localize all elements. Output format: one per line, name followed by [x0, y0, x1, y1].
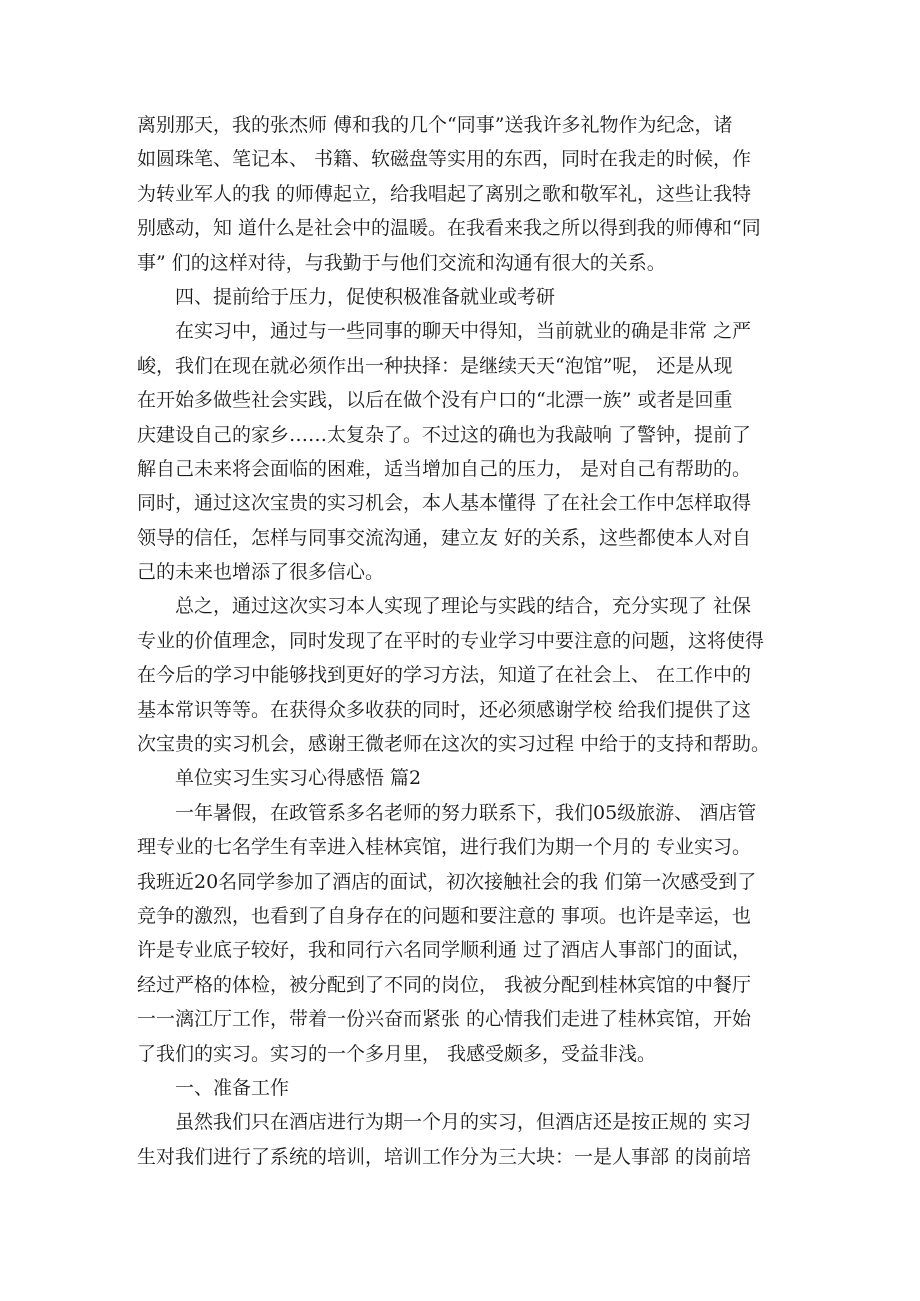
text-line: 事” 们的这样对待，与我勤于与他们交流和沟通有很大的关系。: [137, 251, 666, 274]
text-line: 许是专业底子较好，我和同行六名同学顺利通 过了酒店人事部门的面试，: [137, 939, 752, 962]
text-line: 一年暑假，在政管系多名老师的努力联系下，我们05级旅游、 酒店管: [175, 801, 757, 824]
text-line: 竞争的激烈，也看到了自身存在的问题和要注意的 事项。也许是幸运，也: [137, 904, 752, 927]
text-line: 同时，通过这次宝贵的实习机会，本人基本懂得 了在社会工作中怎样取得: [137, 492, 752, 515]
text-line: 了我们的实习。实习的一个多月里， 我感受颇多，受益非浅。: [137, 1042, 657, 1065]
text-line: 专业的价值理念，同时发现了在平时的专业学习中要注意的问题，这将使得: [137, 629, 765, 652]
text-line: 四、提前给于压力，促使积极准备就业或考研: [175, 285, 556, 308]
text-line: 基本常识等等。在获得众多收获的同时，还必须感谢学校 给我们提供了这: [137, 698, 752, 721]
text-line: 总之，通过这次实习本人实现了理论与实践的结合，充分实现了 社保: [175, 595, 752, 618]
text-line: 一一漓江厅工作，带着一份兴奋而紧张 的心情我们走进了桂林宾馆，开始: [137, 1008, 752, 1031]
text-line: 领导的信任，怎样与同事交流沟通，建立友 好的关系，这些都使本人对自: [137, 526, 752, 549]
text-line: 理专业的七名学生有幸进入桂林宾馆，进行我们为期一个月的 专业实习。: [137, 836, 752, 859]
text-line: 生对我们进行了系统的培训，培训工作分为三大块：一是人事部 的岗前培: [137, 1145, 752, 1168]
text-line: 在今后的学习中能够找到更好的学习方法，知道了在社会上、 在工作中的: [137, 664, 752, 687]
text-line: 离别那天，我的张杰师 傅和我的几个“同事”送我许多礼物作为纪念，诸: [137, 114, 733, 136]
text-line: 己的未来也增添了很多信心。: [137, 561, 385, 584]
text-line: 经过严格的体检，被分配到了不同的岗位， 我被分配到桂林宾馆的中餐厅: [137, 973, 752, 996]
text-line: 虽然我们只在酒店进行为期一个月的实习，但酒店还是按正规的 实习: [175, 1111, 752, 1134]
text-line: 次宝贵的实习机会，感谢王微老师在这次的实习过程 中给于的支持和帮助。: [137, 733, 771, 756]
text-line: 如圆珠笔、笔记本、 书籍、软磁盘等实用的东西，同时在我走的时候，作: [137, 148, 752, 171]
text-line: 峻，我们在现在就必须作出一种抉择：是继续天天“泡馆”呢， 还是从现: [137, 354, 733, 377]
text-line: 单位实习生实习心得感悟 篇2: [175, 767, 422, 790]
text-line: 在实习中，通过与一些同事的聊天中得知，当前就业的确是非常 之严: [175, 320, 752, 343]
text-line: 解自己未来将会面临的困难，适当增加自己的压力， 是对自己有帮助的。: [137, 457, 752, 480]
text-line: 别感动，知 道什么是社会中的温暖。在我看来我之所以得到我的师傅和“同: [137, 217, 761, 240]
document-body: [137, 108, 797, 1174]
text-line: 庆建设自己的家乡……太复杂了。不过这的确也为我敲响 了警钟，提前了: [137, 423, 752, 446]
text-line: 在开始多做些社会实践，以后在做个没有户口的“北漂一族” 或者是回重: [137, 389, 733, 412]
text-line: 为转业军人的我 的师傅起立，给我唱起了离别之歌和敬军礼，这些让我特: [137, 182, 752, 205]
text-line: 我班近20名同学参加了酒店的面试，初次接触社会的我 们第一次感受到了: [137, 870, 757, 893]
text-line: 一、准备工作: [175, 1076, 290, 1099]
